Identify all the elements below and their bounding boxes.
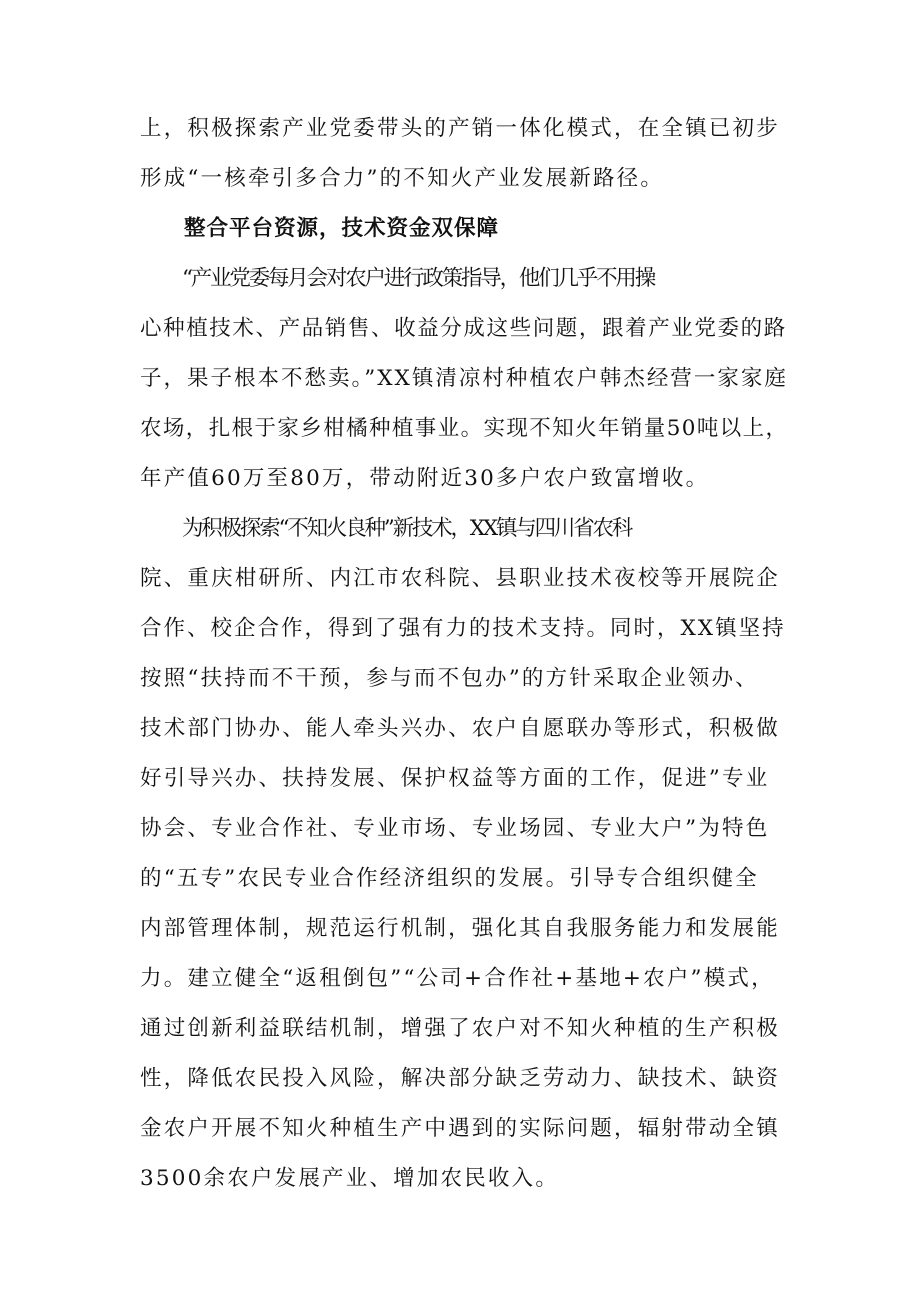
text-line: 合作、校企合作，得到了强有力的技术支持。同时，XX镇坚持 <box>140 616 786 641</box>
text-line: 心种植技术、产品销售、收益分成这些问题，跟着产业党委的路 <box>140 316 787 341</box>
text-line: 子，果子根本不愁卖。”XX镇清凉村种植农户韩杰经营一家家庭 <box>140 366 788 391</box>
text-line: 为积极探索“不知火良种”新技术，XX镇与四川省农科 <box>182 516 632 541</box>
text-line: 金农户开展不知火种植生产中遇到的实际问题，辐射带动全镇 <box>140 1116 780 1141</box>
text-line: 通过创新利益联结机制，增强了农户对不知火种植的生产积极 <box>140 1016 780 1041</box>
text-line: 按照“扶持而不干预，参与而不包办”的方针采取企业领办、 <box>140 666 759 691</box>
text-line: 农场，扎根于家乡柑橘种植事业。实现不知火年销量50吨以上， <box>140 416 789 441</box>
text-line: 的“五专”农民专业合作经济组织的发展。引导专合组织健全 <box>140 866 759 891</box>
text-line: 内部管理体制，规范运行机制，强化其自我服务能力和发展能 <box>140 916 780 941</box>
text-line: 力。建立健全“返租倒包”“公司+合作社+基地+农户”模式， <box>140 966 775 991</box>
text-line: 年产值60万至80万，带动附近30多户农户致富增收。 <box>140 466 710 491</box>
text-line: 好引导兴办、扶持发展、保护权益等方面的工作，促进”专业 <box>140 766 770 791</box>
text-line: 技术部门协办、能人牵头兴办、农户自愿联办等形式，积极做 <box>140 716 780 741</box>
section-heading: 整合平台资源，技术资金双保障 <box>184 216 500 241</box>
text-line: “产业党委每月会对农户进行政策指导，他们几乎不用操 <box>182 266 654 291</box>
text-line: 协会、专业合作社、专业市场、专业场园、专业大户”为特色 <box>140 816 770 841</box>
text-line: 性，降低农民投入风险，解决部分缺乏劳动力、缺技术、缺资 <box>140 1066 780 1091</box>
text-line: 3500余农户发展产业、增加农民收入。 <box>140 1166 560 1191</box>
text-line: 形成“一核牵引多合力”的不知火产业发展新路径。 <box>140 166 665 191</box>
text-line: 上，积极探索产业党委带头的产销一体化模式，在全镇已初步 <box>140 116 780 141</box>
text-line: 院、重庆柑研所、内江市农科院、县职业技术夜校等开展院企 <box>140 566 780 591</box>
